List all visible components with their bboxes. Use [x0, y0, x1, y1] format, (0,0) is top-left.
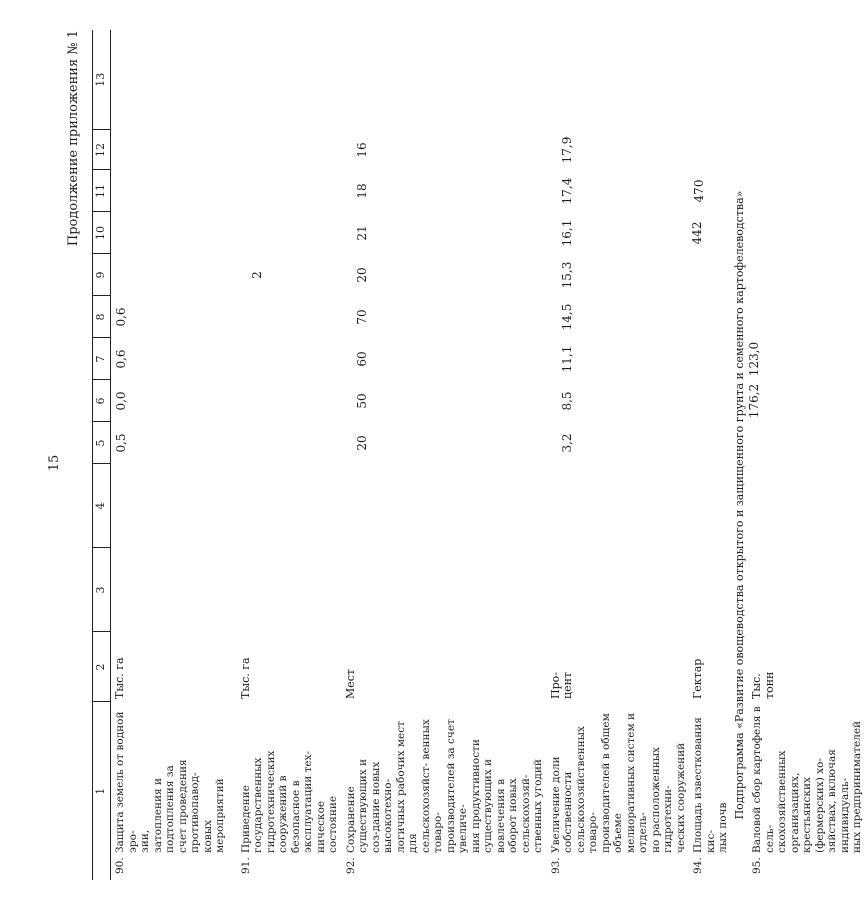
- cell-col6: 176,2: [747, 383, 761, 419]
- unit-cell: Мест: [343, 668, 357, 699]
- running-title: Продолжение приложения № 1: [66, 30, 81, 247]
- cell-col3: [547, 548, 690, 632]
- cell-col10: [237, 212, 342, 254]
- table-row: [689, 30, 732, 880]
- row-index: 91.: [239, 857, 252, 874]
- cell-col11: [237, 170, 342, 212]
- cell-col4: [111, 464, 237, 548]
- cell-col9: 15,3: [559, 261, 574, 289]
- cell-col5: [748, 422, 866, 464]
- column-header-2: 2: [93, 632, 111, 702]
- cell-col7: 60: [354, 351, 369, 367]
- column-header-4: 4: [93, 464, 111, 548]
- cell-col5: 3,2: [559, 433, 574, 453]
- cell-col9: [111, 254, 237, 296]
- unit-cell: Тыс. га: [113, 657, 126, 699]
- table-row: [748, 30, 866, 880]
- column-header-11: 11: [93, 170, 111, 212]
- column-header-9: 9: [93, 254, 111, 296]
- cell-col12: [111, 130, 237, 170]
- cell-col12: [237, 130, 342, 170]
- column-header-13: 13: [93, 30, 111, 130]
- cell-col3: [748, 548, 866, 632]
- cell-col12: [689, 130, 732, 170]
- cell-col13: [748, 30, 866, 130]
- cell-col3: [689, 548, 732, 632]
- unit-cell: Тыс. тонн: [750, 671, 776, 699]
- cell-col13: [547, 30, 690, 130]
- cell-col13: [237, 30, 342, 130]
- cell-col12: 16: [354, 142, 369, 158]
- table-row: [237, 30, 342, 880]
- cell-col6: [237, 380, 342, 422]
- column-header-3: 3: [93, 548, 111, 632]
- column-header-7: 7: [93, 338, 111, 380]
- cell-col11: 470: [692, 179, 706, 203]
- indicator-name: Приведение государственных гидротехнических сооружений в безопасное в эксплуатации тех- ническое состояние: [239, 750, 339, 853]
- cell-col9: [689, 254, 732, 296]
- subprogram-title: Подпрограмма «Развитие овощеводства открытого и защищенного грунта и семенного картофелеводства»: [732, 190, 746, 820]
- cell-col8: 70: [354, 309, 369, 325]
- cell-col6: 50: [354, 393, 369, 409]
- cell-col7: 0,6: [114, 349, 128, 369]
- cell-col3: [111, 548, 237, 632]
- cell-col6: [689, 380, 732, 422]
- cell-col5: 20: [354, 435, 369, 451]
- cell-col11: [111, 170, 237, 212]
- cell-col8: [748, 296, 866, 338]
- table-row: [111, 30, 237, 880]
- cell-col7: [237, 338, 342, 380]
- cell-col8: 14,5: [559, 303, 574, 331]
- cell-col12: [748, 130, 866, 170]
- unit-cell: Тыс. га: [238, 657, 252, 699]
- column-header-12: 12: [93, 130, 111, 170]
- cell-col6: 8,5: [559, 391, 574, 411]
- page-number: 15: [47, 454, 62, 472]
- row-index: 94.: [692, 857, 704, 874]
- indicator-name: Защита земель от водной эро- зии, затопления и подтопления за счет проведения противопавод- ковых мероприятий: [114, 711, 226, 853]
- indicator-name: Сохранение существующих и соз-дание новых высокотехно- логичных рабочих мест для сельскохозяйст- венных товаро- производителей за счет увеличе- ния продуктивности существующих и вовлечения в оборот новых сельскохозяй- ственных угодий: [344, 719, 544, 853]
- cell-col4: [342, 464, 547, 548]
- cell-col13: [342, 30, 547, 130]
- unit-cell: Гектар: [691, 658, 704, 699]
- indicator-name: Валовой сбор картофеля в сель- скохозяйственных организациях, крестьянских (фермерских) хо- зяйствах, включая индивидуаль- ных предпринимателей: [751, 706, 863, 853]
- cell-col10: 21: [354, 225, 369, 241]
- cell-col4: [748, 464, 866, 548]
- cell-col10: [111, 212, 237, 254]
- cell-col5: 0,5: [114, 433, 128, 453]
- column-header-1: 1: [93, 702, 111, 880]
- cell-col9: 2: [249, 271, 264, 279]
- row-index: 92.: [344, 857, 357, 874]
- cell-col11: 18: [354, 183, 369, 199]
- unit-cell: Про- цент: [548, 671, 574, 699]
- cell-col4: [689, 464, 732, 548]
- cell-col8: [237, 296, 342, 338]
- table-row: [547, 30, 690, 880]
- cell-col13: [111, 30, 237, 130]
- cell-col12: 17,9: [559, 136, 574, 164]
- cell-col7: 123,0: [747, 341, 761, 377]
- rotated-page: [64, 15, 863, 885]
- cell-col7: 11,1: [559, 345, 574, 373]
- cell-col3: [237, 548, 342, 632]
- row-index: 90.: [114, 857, 126, 874]
- header-row: [93, 30, 111, 880]
- cell-col11: [748, 170, 866, 212]
- cell-col10: [748, 212, 866, 254]
- indicator-name: Площадь известкования кис- лых почв: [692, 717, 729, 853]
- column-header-8: 8: [93, 296, 111, 338]
- cell-col9: [748, 254, 866, 296]
- column-header-10: 10: [93, 212, 111, 254]
- cell-col4: [547, 464, 690, 548]
- cell-col11: 17,4: [559, 177, 574, 205]
- cell-col4: [237, 464, 342, 548]
- column-header-6: 6: [93, 380, 111, 422]
- cell-col9: 20: [354, 267, 369, 283]
- row-index: 95.: [751, 857, 763, 874]
- cell-col3: [342, 548, 547, 632]
- cell-col5: [237, 422, 342, 464]
- row-index: 93.: [549, 857, 562, 874]
- column-header-5: 5: [93, 422, 111, 464]
- table-row: [342, 30, 547, 880]
- cell-col8: [689, 296, 732, 338]
- indicator-name: Увеличение доли собственности сельскохозяйственных товаро- производителей в общем объеме мелиоративных систем и отдель- но расположенных гидротехни- ческих сооружений: [549, 713, 687, 853]
- indicators-table: [92, 30, 866, 880]
- cell-col7: [689, 338, 732, 380]
- subprogram-row: [732, 30, 749, 880]
- cell-col5: [689, 422, 732, 464]
- cell-col6: 0,0: [114, 391, 128, 411]
- cell-col13: [689, 30, 732, 130]
- cell-col8: 0,6: [114, 307, 128, 327]
- cell-col10: 16,1: [559, 219, 574, 247]
- cell-col10: 442: [690, 221, 704, 245]
